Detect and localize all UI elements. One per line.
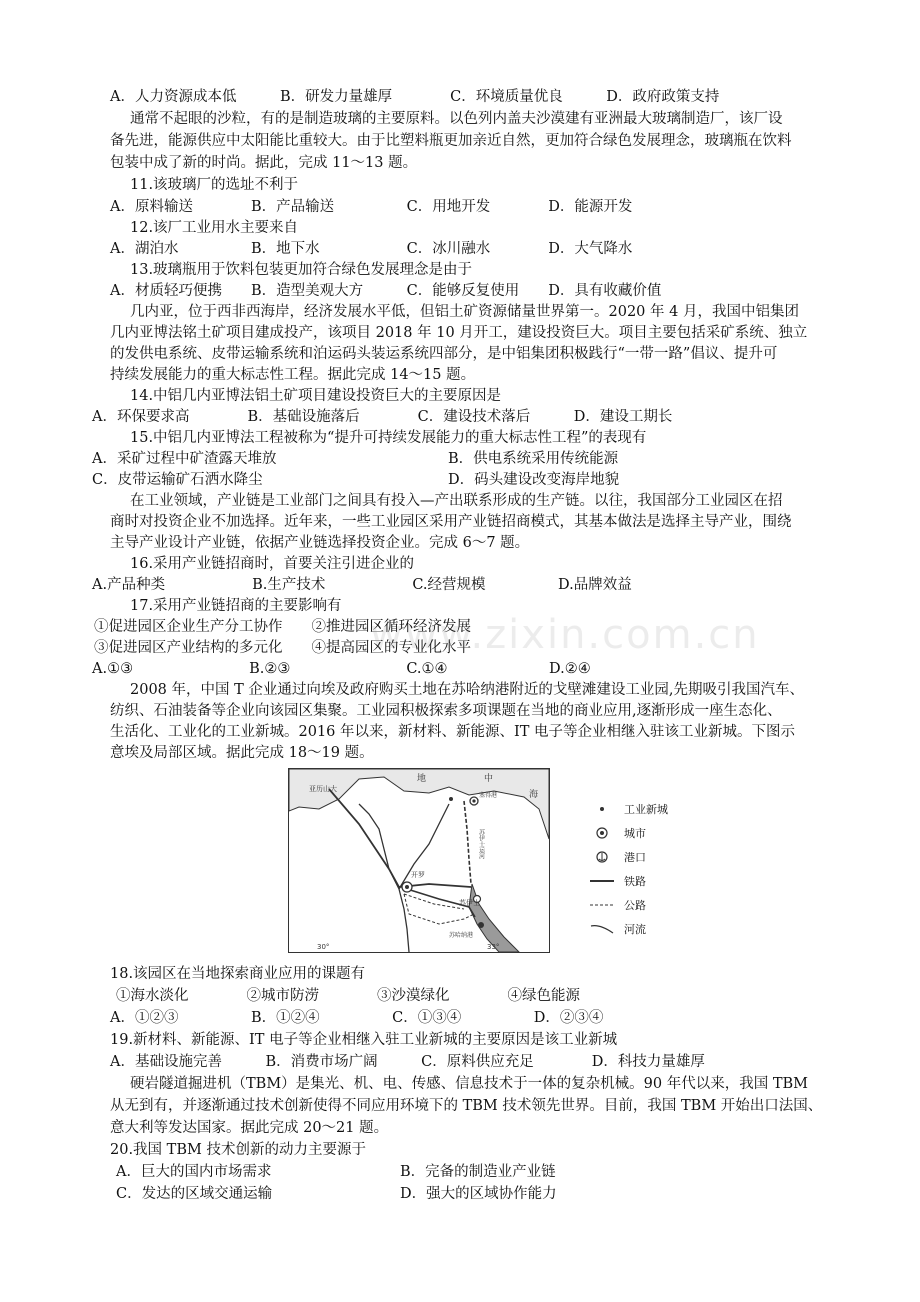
q20-option-c: C．发达的区域交通运输 [116, 1186, 273, 1202]
passage-glass-p2: 备先进，能源供应中太阳能比重较大。由于比塑料瓶更加亲近自然，更加符合绿色发展理念，玻璃瓶在饮料 [110, 133, 792, 149]
sokhna-label: 苏哈纳港 [449, 932, 474, 939]
passage-egypt-p1: 2008 年，中国 T 企业通过向埃及政府购买土地在苏哈纳港附近的戈壁滩建设工业园,先期吸引我国汽车、 [130, 682, 805, 698]
q18-items: ①海水淡化 ②城市防涝 ③沙漠绿化 ④绿色能源 [116, 988, 580, 1004]
river-icon [590, 920, 614, 938]
road-line-2 [404, 894, 464, 909]
dot-icon [590, 800, 614, 818]
cairo-city-dot [405, 885, 409, 889]
passage-guinea-p4: 持续发展能力的重大标志性工程。据此完成 14～15 题。 [110, 367, 476, 383]
road-icon [590, 896, 614, 914]
railway-line [329, 789, 471, 887]
q12-options: A．湖泊水 B．地下水 C．冰川融水 D．大气降水 [110, 241, 633, 257]
lon-33-label: 33° [487, 943, 500, 951]
legend-industrial-city: 工业新城 [590, 800, 700, 820]
q16-stem: 16.采用产业链招商时，首要关注引进企业的 [130, 556, 415, 572]
watermark: www.zixin.com.cn [370, 612, 760, 658]
legend-road: 公路 [590, 896, 700, 916]
q15-option-c: C．皮带运输矿石洒水降尘 [92, 472, 263, 488]
q15-option-d: D．码头建设改变海岸地貌 [448, 472, 620, 488]
q18-options: A．①②③ B．①②④ C．①③④ D．②③④ [110, 1010, 604, 1026]
egypt-region-map [288, 768, 550, 953]
alexandria-label: 亚历山大 [309, 785, 337, 793]
nile-river [359, 804, 409, 952]
passage-guinea-p3: 的发供电系统、皮带运输系统和泊运码头装运系统四部分，是中铝集团积极践行“一带一路”倡议、提升可 [110, 346, 778, 362]
canal-label: 苏伊士运河 [477, 829, 485, 859]
passage-chain-p2: 商时对投资企业不加选择。近年来，一些工业园区采用产业链招商模式，其基本做法是选择主导产业，围绕 [110, 514, 792, 530]
q20-option-b: B．完备的制造业产业链 [400, 1164, 556, 1180]
passage-chain-p3: 主导产业设计产业链，依据产业链选择投资企业。完成 6～7 题。 [110, 535, 530, 551]
q15-stem: 15.中铝几内亚博法工程被称为“提升可持续发展能力的重大标志性工程”的表现有 [130, 430, 647, 446]
q20-option-d: D．强大的区域协作能力 [400, 1186, 557, 1202]
dot-icon [449, 797, 453, 801]
passage-tbm-p2: 从无到有，并逐渐通过技术创新使得不同应用环境下的 TBM 技术领先世界。目前，我国 TBM 开始出口法国、 [110, 1098, 823, 1114]
suez-canal-line [464, 801, 471, 884]
q15-option-a: A．采矿过程中矿渣露天堆放 [92, 451, 277, 467]
passage-egypt-p2: 纺织、石油装备等企业向该园区集聚。工业园积极探索多项课题在当地的商业应用,逐渐形成一座生态化、 [110, 703, 782, 719]
passage-glass-p3: 包装中成了新的时尚。据此，完成 11～13 题。 [110, 155, 418, 171]
q13-stem: 13.玻璃瓶用于饮料包装更加符合绿色发展理念是由于 [130, 262, 473, 278]
q17-options: A.①③ B.②③ C.①④ D.②④ [92, 661, 591, 677]
cairo-label: 开罗 [411, 871, 425, 879]
passage-guinea-p1: 几内亚，位于西非西海岸，经济发展水平低，但铝土矿资源储量世界第一。2020 年 4 月，我国中铝集团 [130, 304, 799, 320]
q12-stem: 12.该厂工业用水主要来自 [130, 220, 299, 236]
port-said-dot [472, 799, 475, 802]
q11-options: A．原料输送 B．产品输送 C．用地开发 D．能源开发 [110, 199, 633, 215]
legend-port: 港口 [590, 848, 700, 868]
lon-30-label: 30° [317, 943, 330, 951]
city-icon [590, 824, 614, 842]
q17-stem: 17.采用产业链招商的主要影响有 [130, 598, 342, 614]
gulf-of-suez [469, 884, 519, 952]
q15-option-b: B．供电系统采用传统能源 [448, 451, 619, 467]
q19-stem: 19.新材料、新能源、IT 电子等企业相继入驻工业新城的主要原因是该工业新城 [110, 1032, 618, 1048]
passage-tbm-p3: 意大利等发达国家。据此完成 20～21 题。 [110, 1120, 389, 1136]
map-legend [590, 800, 700, 950]
industrial-city-icon [478, 922, 484, 928]
q16-options: A.产品种类 B.生产技术 C.经营规模 D.品牌效益 [92, 577, 632, 593]
port-icon [590, 848, 614, 866]
sea-label-2: 中 [484, 774, 494, 784]
q20-stem: 20.我国 TBM 技术创新的动力主要源于 [110, 1142, 366, 1158]
q13-options: A．材质轻巧便携 B．造型美观大方 C．能够反复使用 D．具有收藏价值 [110, 283, 662, 299]
suez-label: 苏伊士 [459, 899, 480, 907]
sea-label-1: 地 [417, 774, 427, 784]
legend-city: 城市 [590, 824, 700, 844]
port-said-label: 塞得港 [479, 792, 498, 799]
passage-egypt-p3: 生活化、工业化的工业新城。2016 年以来，新材料、新能源、IT 电子等企业相继入驻该工业新城。下图示 [110, 724, 796, 740]
passage-chain-p1: 在工业领域，产业链是工业部门之间具有投入—产出联系形成的生产链。以往，我国部分工业园区在招 [130, 493, 783, 509]
map-svg [289, 769, 549, 952]
passage-egypt-p4: 意埃及局部区域。据此完成 18～19 题。 [110, 745, 374, 761]
q17-items-2: ③促进园区产业结构的多元化 ④提高园区的专业化水平 [94, 640, 471, 656]
q17-items-1: ①促进园区企业生产分工协作 ②推进园区循环经济发展 [94, 619, 471, 635]
sea-label-3: 海 [529, 790, 539, 800]
passage-guinea-p2: 几内亚博法铭土矿项目建成投产，该项目 2018 年 10 月开工，建设投资巨大。项目主要包括采矿系统、独立 [110, 325, 808, 341]
passage-tbm-p1: 硬岩隧道掘进机（TBM）是集光、机、电、传感、信息技术于一体的复杂机械。90 年代以来，我国 TBM [130, 1076, 809, 1092]
q18-stem: 18.该园区在当地探索商业应用的课题有 [110, 966, 366, 982]
q14-options: A．环保要求高 B．基础设施落后 C．建设技术落后 D．建设工期长 [92, 409, 673, 425]
legend-river: 河流 [590, 920, 700, 940]
q19-options: A．基础设施完善 B．消费市场广阔 C．原料供应充足 D．科技力量雄厚 [110, 1054, 705, 1070]
legend-railway: 铁路 [590, 872, 700, 892]
q11-stem: 11.该玻璃厂的选址不利于 [130, 177, 299, 193]
q14-stem: 14.中铝几内亚博法铝土矿项目建设投资巨大的主要原因是 [130, 388, 502, 404]
q10-options: A．人力资源成本低 B．研发力量雄厚 C．环境质量优良 D．政府政策支持 [110, 89, 720, 105]
q20-option-a: A．巨大的国内市场需求 [116, 1164, 272, 1180]
railway-icon [590, 872, 614, 890]
passage-glass-p1: 通常不起眼的沙粒，有的是制造玻璃的主要原料。以色列内盖夫沙漠建有亚洲最大玻璃制造厂，该厂设 [130, 111, 783, 127]
